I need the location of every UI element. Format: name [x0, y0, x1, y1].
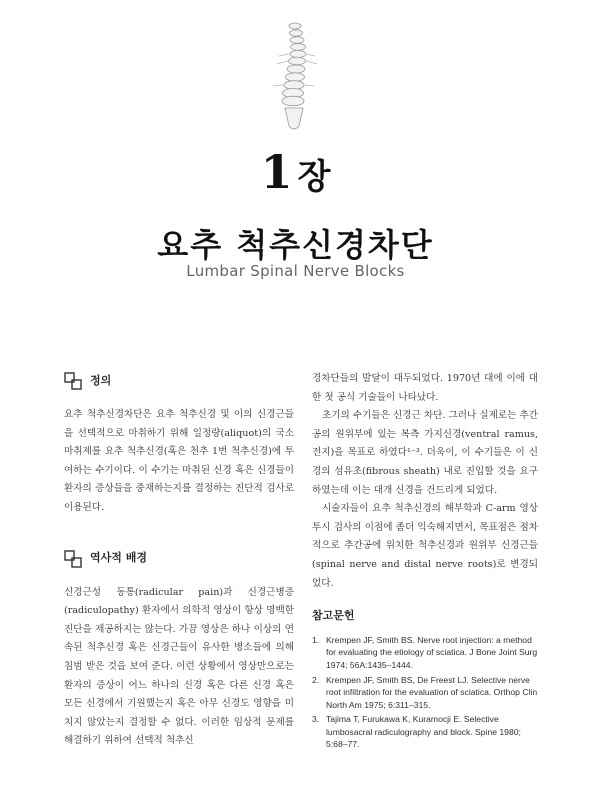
references-title: 참고문헌: [312, 609, 355, 623]
left-column: [64, 370, 294, 751]
reference-text: Krempen JF, Smith BS. Nerve root injection: a method for evaluating the etiology of sciatica. J Bone Joint Surg 1974; 56A:1435–1444.: [326, 634, 538, 670]
chapter-title-english: Lumbar Spinal Nerve Blocks: [186, 262, 405, 280]
reference-text: Tajima T, Furukawa K, Kuramocji E. Selective lumbosacral radiculography and block. Spine 1980; 5:68–77.: [326, 714, 521, 750]
section-bullet-icon: [64, 372, 82, 390]
chapter-number: 1: [260, 145, 292, 199]
section-title: 역사적 배경: [90, 551, 147, 565]
body-paragraph: 초기의 수기들은 신경근 차단. 그러나 실제로는 추간공의 원위부에 있는 복측 가지신경(ventral ramus, 전지)을 목표로 하였다¹⁻³. 더욱이, 이 수기들은 이 신경의 섬유초(fibrous sheath) 내로 진입할 것을 요구하였는데 이는 대개 신경을 건드리게 되었다.: [312, 410, 538, 496]
section-bullet-icon: [64, 550, 82, 568]
reference-number: 1.: [312, 634, 320, 645]
reference-item: [312, 713, 538, 751]
reference-number: 3.: [312, 714, 320, 725]
reference-item: [312, 634, 538, 672]
reference-number: 2.: [312, 674, 320, 685]
body-paragraph: 시술자들이 요추 척추신경의 해부학과 C-arm 영상투시 검사의 이점에 좀더 익숙해지면서, 목표점은 점차적으로 추간공에 위치한 척추신경과 원위부 신경근들(spinal nerve and distal nerve roots)로 변경되었다.: [312, 503, 538, 589]
section-title: 정의: [90, 373, 112, 387]
reference-text: Krempen JF, Smith BS, De Freest LJ. Selective nerve root infiltration for the evaluation of sciatica. Orthop Clin North Am 1975; 6:311–315.: [326, 674, 538, 710]
reference-item: [312, 674, 538, 712]
body-paragraph: 신경근성 동통(radicular pain)과 신경근병증(radiculopathy) 환자에서 의학적 영상이 항상 명백한 진단을 제공하지는 않는다. 가끔 영상은 하나 이상의 연속된 척추신경 혹은 신경근들이 유사한 병소들에 의해 침범 받은 것을 보여 준다. 이런 상황에서 영상만으로는 환자의 증상이 어느 하나의 신경 혹은 다른 신경 혹은 모든 신경에서 기원했는지 혹은 아무 신경도 영향을 미치지 않았는지 결정할 수 없다. 이러한 임상적 문제를 해결하기 위하여 선택적 척추신: [64, 586, 294, 747]
body-paragraph: 경차단들의 발달이 대두되었다. 1970년 대에 이에 대한 첫 공식 기술들이 나타났다.: [312, 373, 538, 403]
section-heading-definition: [64, 370, 294, 392]
chapter-suffix: 장: [297, 157, 331, 197]
spine-illustration: [265, 20, 325, 140]
body-paragraph: 요추 척추신경차단은 요추 척추신경 및 이의 신경근들을 선택적으로 마취하기 위해 일정량(aliquot)의 국소마취제를 요추 척추신경(혹은 천추 1번 척추신경)에 투여하는 수기이다. 이 수기는 마취된 신경 혹은 신경들이 환자의 증상들을 중재하는지를 결정하는 진단적 검사로 이용된다.: [64, 409, 294, 513]
right-column: [312, 370, 538, 753]
section-heading-history: [64, 548, 294, 570]
reference-list: [312, 634, 538, 751]
chapter-heading: [0, 145, 591, 199]
chapter-title-korean: 요추 척추신경차단: [157, 226, 434, 264]
